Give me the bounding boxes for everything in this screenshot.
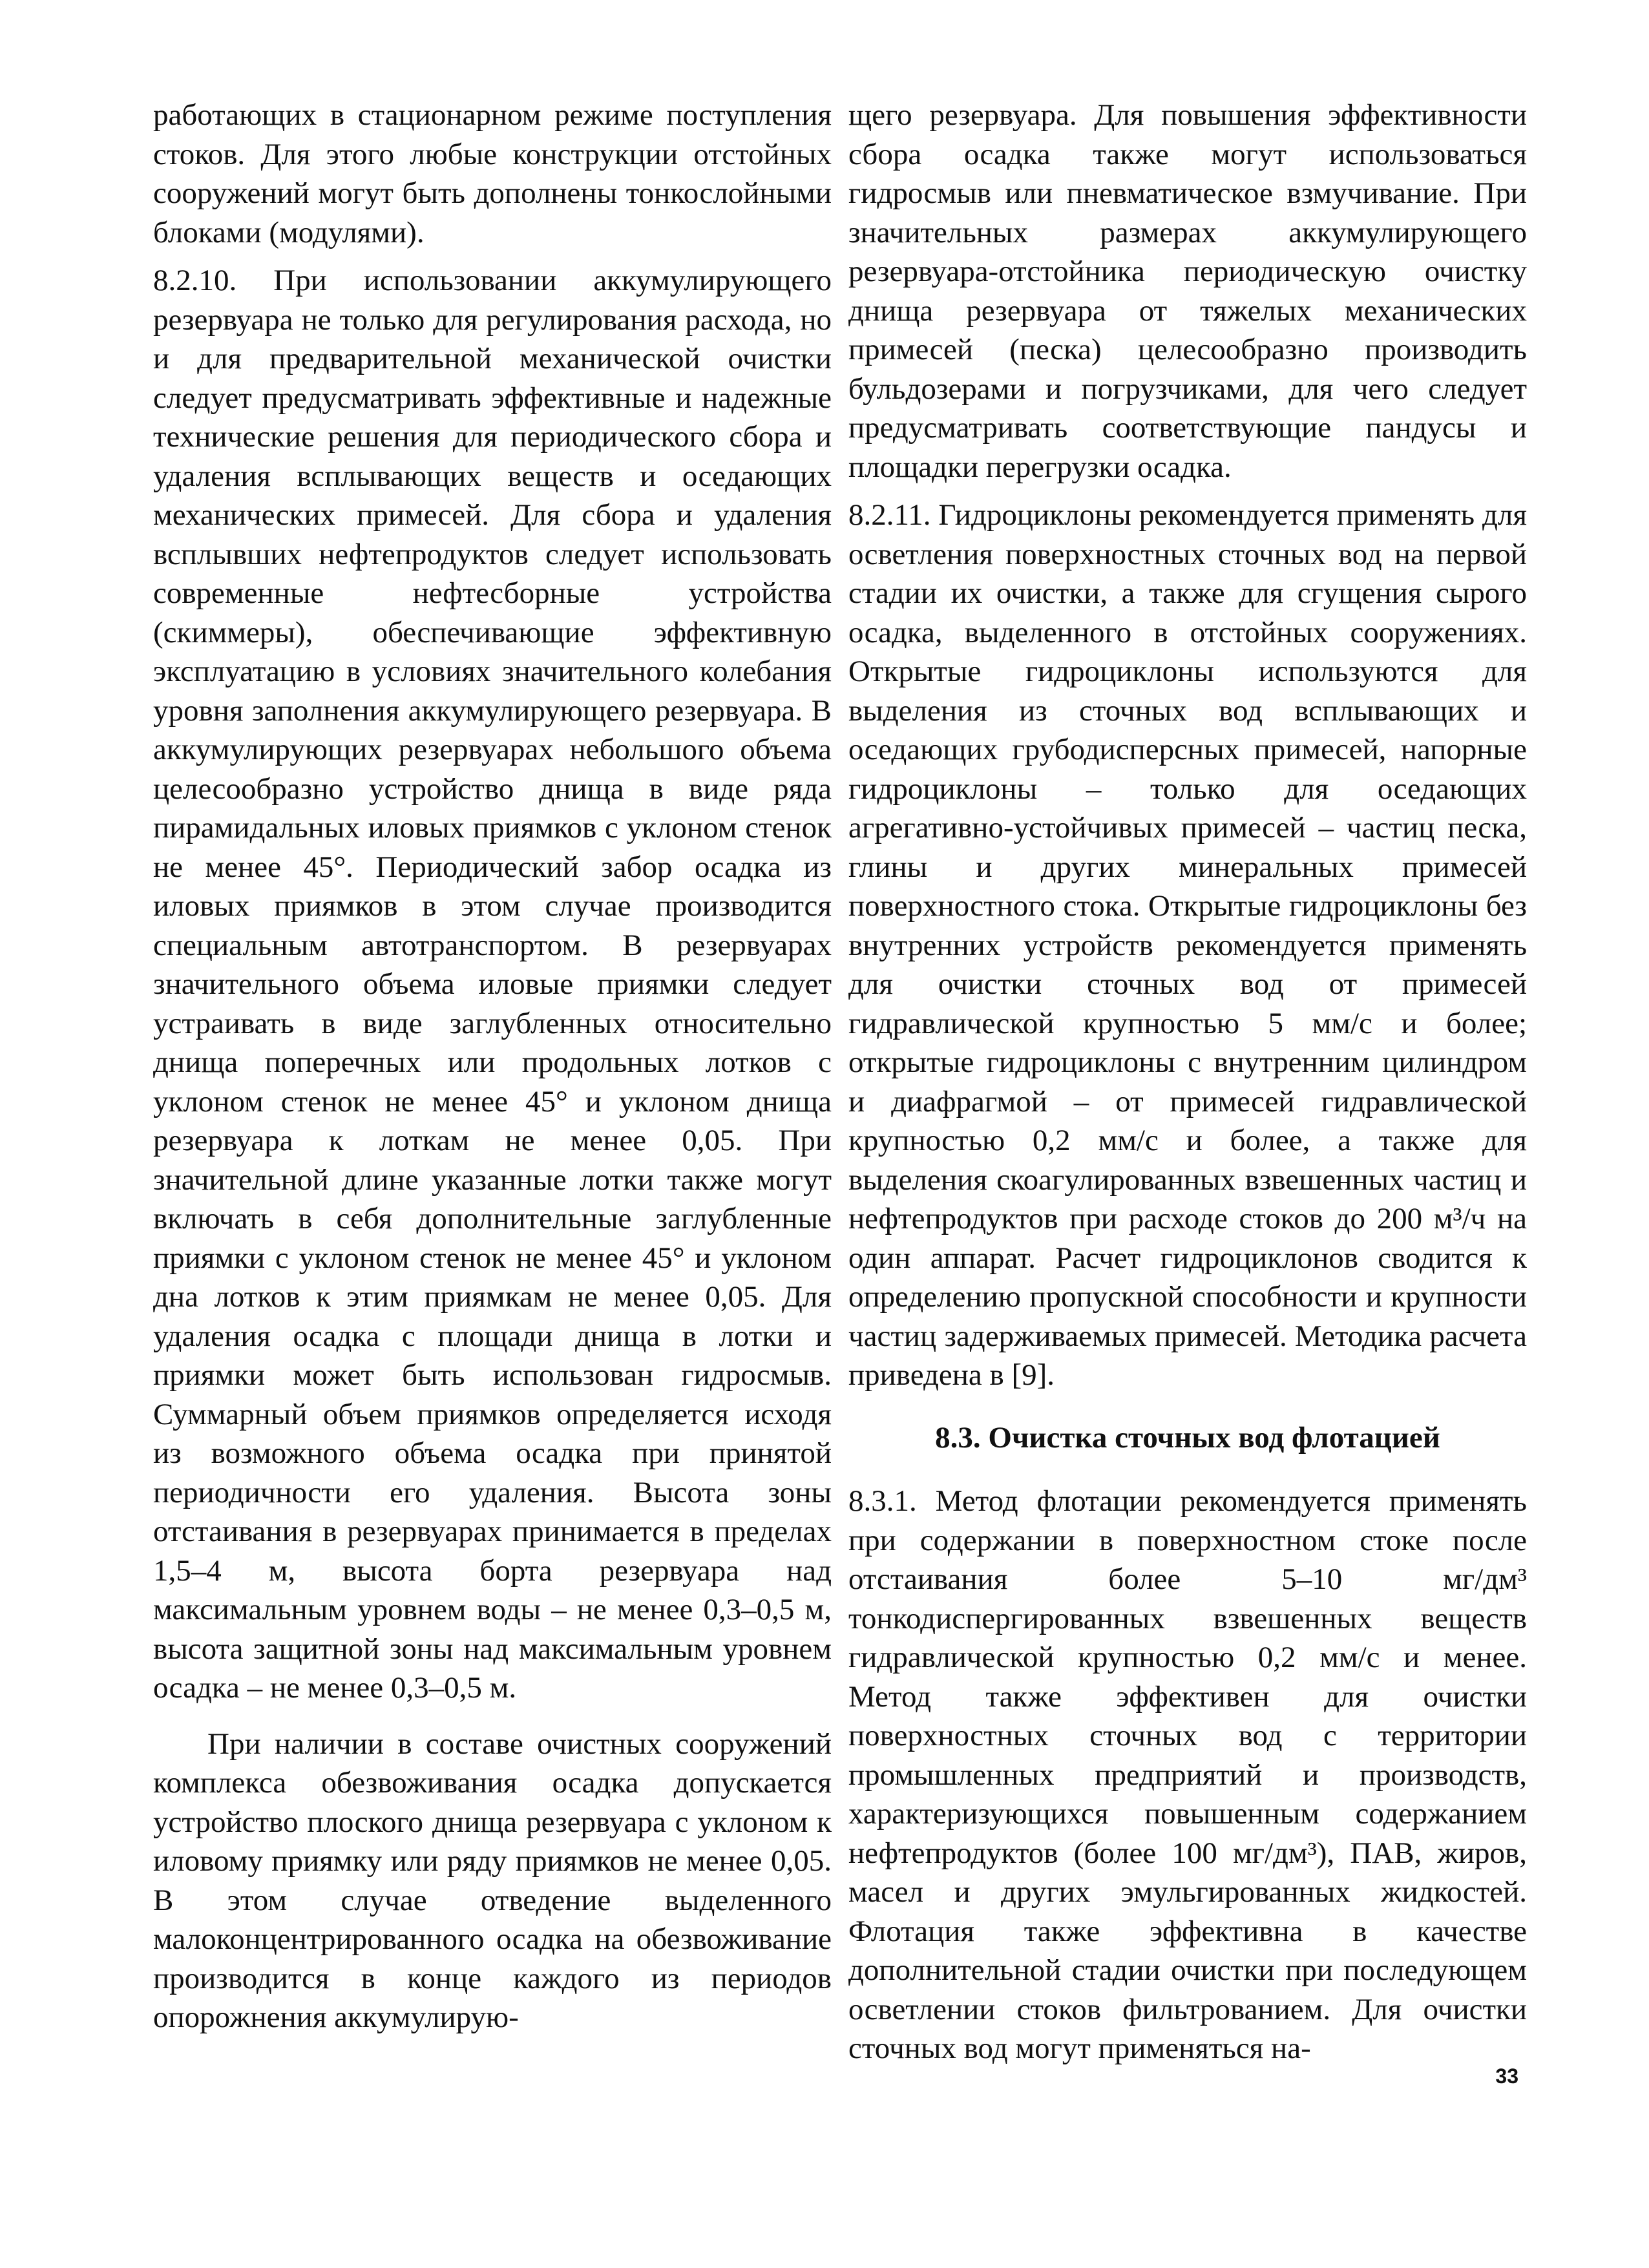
paragraph-8-2-10: 8.2.10. При использовании аккумулирующего резервуара не только для регулирования расхода, но и для предварительной механической очистки следует предусматривать эффективные и надежные технические решения для периодического сбора и удаления всплывающих веществ и оседающих механических примесей. Для сбора и удаления всплывших нефтепродуктов следует использовать современные нефтесборные устройства (скиммеры), обеспечивающие эффективную эксплуатацию в условиях значительного колебания уровня заполнения аккумулирующего резервуара. В аккумулирующих резервуарах небольшого объема целесообразно устройство днища в виде ряда пирамидальных иловых приямков с уклоном стенок не менее 45°. Периодический забор осадка из иловых приямков в этом случае производится специальным автотранспортом. В резервуарах значительного объема иловые приямки следует устраивать в виде заглубленных относительно днища поперечных или продольных лотков с уклоном стенок не менее 45° и уклоном днища резервуара к лоткам не менее 0,05. При значительной длине указанные лотки также могут включать в себя дополнительные заглубленные приямки с уклоном стенок не менее 45° и уклоном дна лотков к этим приямкам не менее 0,05. Для удаления осадка с площади днища в лотки и приямки может быть использован гидросмыв. Суммарный объем приямков определяется исходя из возможного объема осадка при принятой периодичности его удаления. Высота зоны отстаивания в резервуарах принимается в пределах 1,5–4 м, высота борта резервуара над максимальным уровнем воды – не менее 0,3–0,5 м, высота защитной зоны над максимальным уровнем осадка – не менее 0,3–0,5 м. (153, 264, 832, 1705)
paragraph-continuation: работающих в стационарном режиме поступления стоков. Для этого любые конструкции отстойных сооружений могут быть дополнены тонкослойными блоками (модулями). (153, 98, 832, 249)
right-column (848, 96, 1527, 2068)
paragraph-8-2-11: 8.2.11. Гидроциклоны рекомендуется применять для осветления поверхностных сточных вод на первой стадии их очистки, а также для сгущения сырого осадка, выделенного в отстойных сооружениях. Открытые гидроциклоны используются для выделения из сточных вод всплывающих и оседающих грубодисперсных примесей, напорные гидроциклоны – только для оседающих агрегативно-устойчивых примесей – частиц песка, глины и других минеральных примесей поверхностного стока. Открытые гидроциклоны без внутренних устройств рекомендуется применять для очистки сточных вод от примесей гидравлической крупностью 5 мм/с и более; открытые гидроциклоны с внутренним цилиндром и диафрагмой – от примесей гидравлической крупностью 0,2 мм/с и более, а также для выделения скоагулированных взвешенных частиц и нефтепродуктов при расходе стоков до 200 м³/ч на один аппарат. Расчет гидроциклонов сводится к определению пропускной способности и крупности частиц задерживаемых примесей. Методика расчета приведена в [9]. (848, 498, 1527, 1392)
paragraph-flat-bottom: При наличии в составе очистных сооружений комплекса обезвоживания осадка допускается устройство плоского днища резервуара с уклоном к иловому приямку или ряду приямков не менее 0,05. В этом случае отведение выделенного малоконцентрированного осадка на обезвоживание производится в конце каждого из периодов опорожнения аккумулирую- (153, 1727, 832, 2034)
paragraph-8-3-1: 8.3.1. Метод флотации рекомендуется применять при содержании в поверхностном стоке после отстаивания более 5–10 мг/дм³ тонкодиспергированных взвешенных веществ гидравлической крупностью 0,2 мм/с и менее. Метод также эффективен для очистки поверхностных сточных вод с территории промышленных предприятий и производств, характеризующихся повышенным содержанием нефтепродуктов (более 100 мг/дм³), ПАВ, жиров, масел и других эмульгированных жидкостей. Флотация также эффективна в качестве дополнительной стадии очистки при последующем осветлении стоков фильтрованием. Для очистки сточных вод могут применяться на- (848, 1484, 1527, 2065)
section-heading: 8.3. Очистка сточных вод флотацией (935, 1420, 1440, 1454)
paragraph-continuation-right: щего резервуара. Для повышения эффективности сбора осадка также могут использоваться гидросмыв или пневматическое взмучивание. При значительных размерах аккумулирующего резервуара-отстойника периодическую очистку днища резервуара от тяжелых механических примесей (песка) целесообразно производить бульдозерами и погрузчиками, для чего следует предусматривать соответствующие пандусы и площадки перегрузки осадка. (848, 98, 1527, 484)
page-number: 33 (1495, 2064, 1518, 2088)
left-column (153, 96, 832, 2037)
